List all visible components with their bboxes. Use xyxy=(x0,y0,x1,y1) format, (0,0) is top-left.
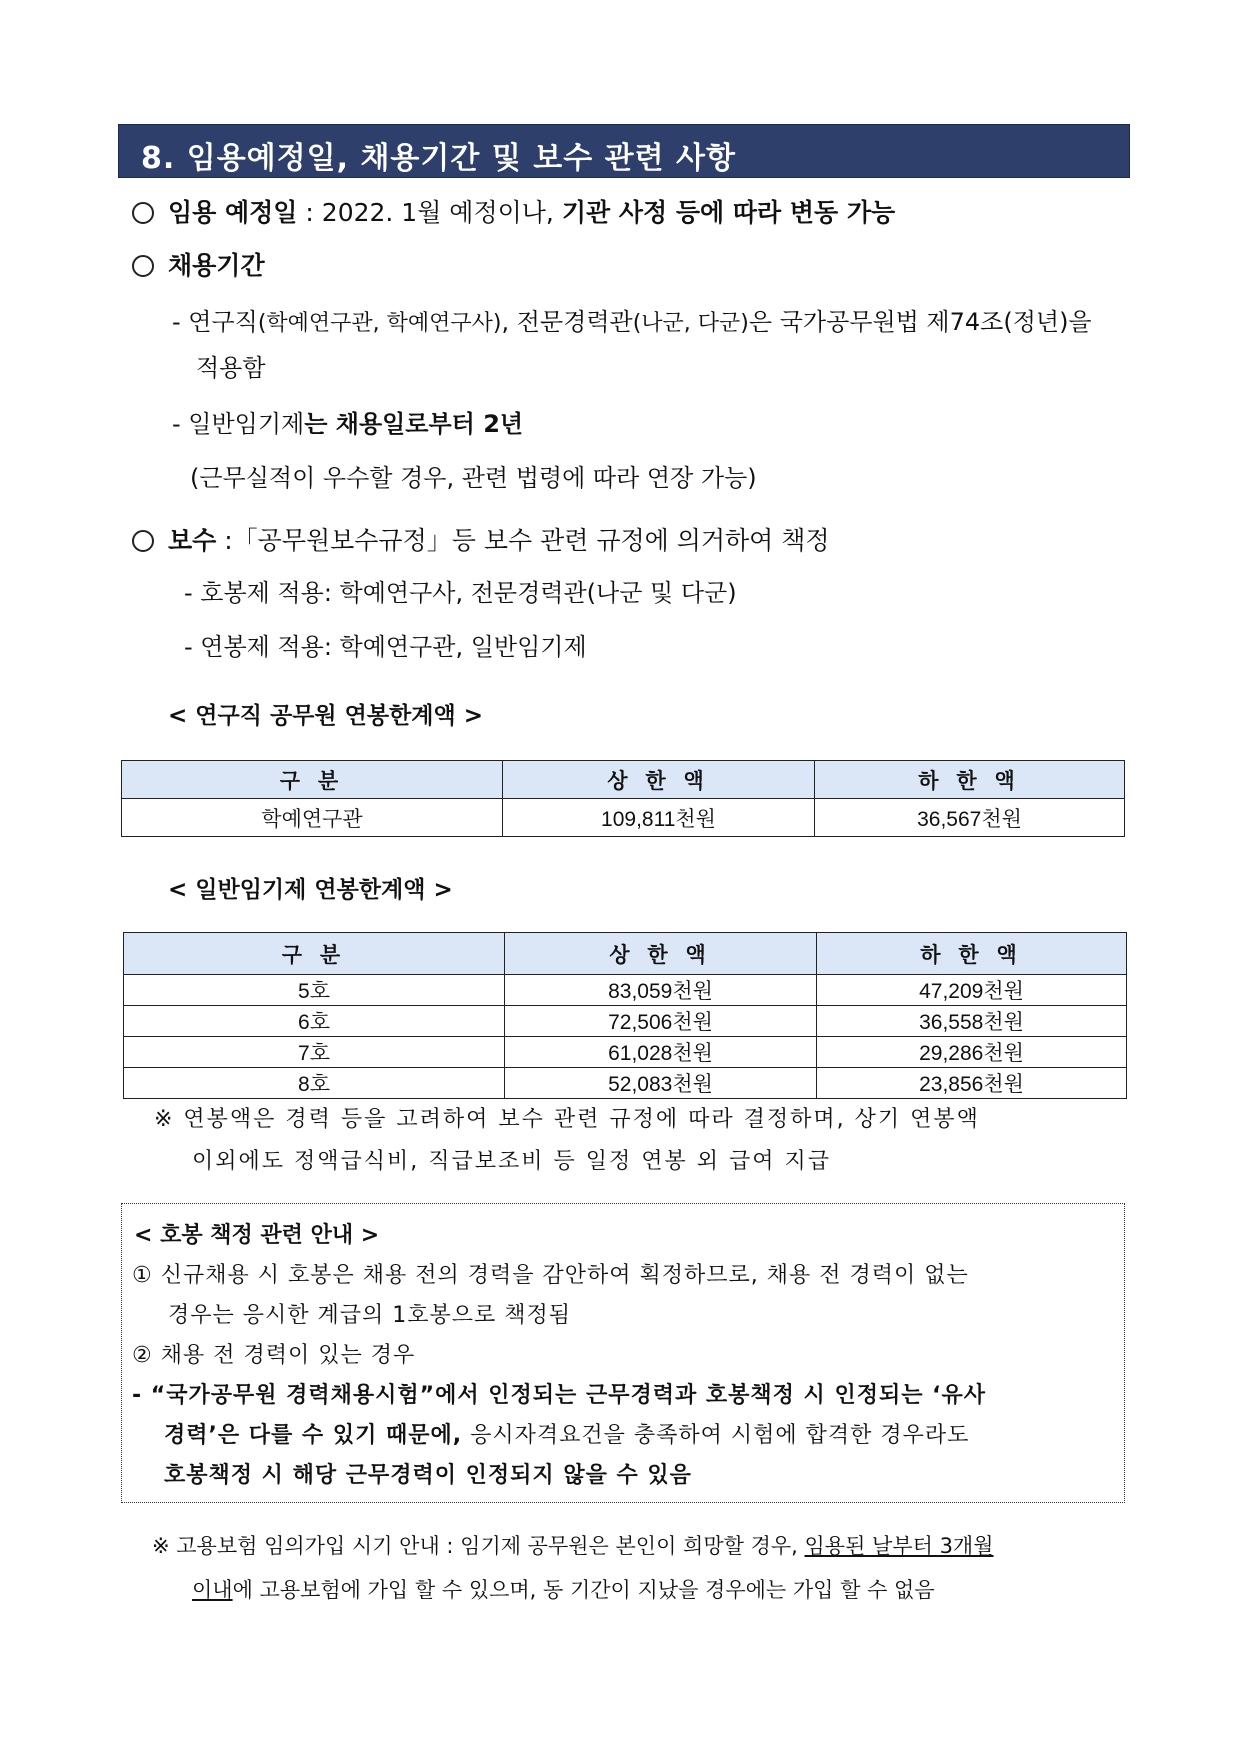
note2-line2-text: 에 고용보험에 가입 할 수 있으며, 동 기간이 지났을 경우에는 가입 할 수 없음 xyxy=(232,1578,935,1602)
table2-cell: 61,028천원 xyxy=(505,1037,817,1068)
table2-header: 상 한 액 xyxy=(505,933,817,975)
table2-cell: 52,083천원 xyxy=(505,1068,817,1099)
employment-item1-a: - 연구직 xyxy=(172,308,258,336)
table1-cell: 학예연구관 xyxy=(122,799,503,837)
pay-sub2: - 연봉제 적용: 학예연구관, 일반임기제 xyxy=(184,633,587,661)
guide-dash-line2 xyxy=(164,1420,969,1452)
table1-header: 상 한 액 xyxy=(503,761,815,799)
circle-bullet-icon xyxy=(132,530,154,552)
employment-item1-cont: 적용함 xyxy=(196,354,266,382)
pay-sub1: - 호봉제 적용: 학예연구사, 전문경력관(나군 및 다군) xyxy=(184,579,737,607)
employment-item2 xyxy=(172,408,523,440)
employment-item1-b: (학예연구관, 학예연구사) xyxy=(257,311,502,336)
employment-item1-e: 은 국가공무원법 제74조(정년)을 xyxy=(748,308,1092,336)
guide-item2: ② 채용 전 경력이 있는 경우 xyxy=(132,1343,416,1368)
table2-cell: 7호 xyxy=(124,1037,505,1068)
note2-line2-underline: 이내 xyxy=(192,1578,233,1602)
table1-header: 하 한 액 xyxy=(815,761,1125,799)
table2-header: 하 한 액 xyxy=(817,933,1127,975)
table1-cell: 36,567천원 xyxy=(815,799,1125,837)
table2-header-row xyxy=(124,933,1127,975)
guide-item1-line2: 경우는 응시한 계급의 1호봉으로 책정됨 xyxy=(168,1303,572,1328)
table2-cell: 83,059천원 xyxy=(505,975,817,1006)
employment-heading xyxy=(132,250,265,282)
table-row xyxy=(124,1006,1127,1037)
table-row xyxy=(124,1068,1127,1099)
note2-line1-underline: 임용된 날부터 3개월 xyxy=(804,1534,994,1558)
section-title: 8. 임용예정일, 채용기간 및 보수 관련 사항 xyxy=(141,141,737,176)
table1-caption: < 연구직 공무원 연봉한계액 > xyxy=(168,703,483,729)
employment-item1-d: (나군, 다군) xyxy=(632,311,749,336)
employment-item2-note: (근무실적이 우수할 경우, 관련 법령에 따라 연장 가능) xyxy=(190,464,757,492)
employment-item2-a: - 일반임기제 xyxy=(172,410,305,438)
table2 xyxy=(123,932,1127,1099)
note2-line1-text: ※ 고용보험 임의가입 시기 안내 : 임기제 공무원은 본인이 희망할 경우, xyxy=(152,1534,805,1558)
note2-line2 xyxy=(192,1574,935,1606)
appointment-label: 임용 예정일 xyxy=(168,198,298,227)
table1-cell: 109,811천원 xyxy=(503,799,815,837)
employment-item1 xyxy=(172,306,1092,340)
guide-title: < 호봉 책정 관련 안내 > xyxy=(134,1223,380,1248)
pay-text: :「공무원보수규정」등 보수 관련 규정에 의거하여 책정 xyxy=(216,526,830,555)
table2-cell: 5호 xyxy=(124,975,505,1006)
table2-cell: 6호 xyxy=(124,1006,505,1037)
table2-cell: 36,558천원 xyxy=(817,1006,1127,1037)
pay-heading xyxy=(132,525,830,557)
guide-dash-line1: - “국가공무원 경력채용시험”에서 인정되는 근무경력과 호봉책정 시 인정되는 ‘유사 xyxy=(132,1383,986,1408)
table2-cell: 8호 xyxy=(124,1068,505,1099)
employment-label: 채용기간 xyxy=(168,251,265,280)
table2-header: 구 분 xyxy=(124,933,505,975)
guide-dash-line3: 호봉책정 시 해당 근무경력이 인정되지 않을 수 있음 xyxy=(164,1463,692,1488)
table1-header-row xyxy=(122,761,1125,799)
note1-line1: ※ 연봉액은 경력 등을 고려하여 보수 관련 규정에 따라 결정하며, 상기 연봉액 xyxy=(154,1107,980,1132)
employment-item2-b: 는 채용일로부터 2년 xyxy=(304,410,524,438)
appointment-text: : 2022. 1월 예정이나, xyxy=(297,198,562,227)
appointment-line xyxy=(132,197,895,229)
guide-item1-line1: ① 신규채용 시 호봉은 채용 전의 경력을 감안하여 획정하므로, 채용 전 경력이 없는 xyxy=(132,1263,969,1288)
circle-bullet-icon xyxy=(132,202,154,224)
table2-cell: 72,506천원 xyxy=(505,1006,817,1037)
section-title-bar xyxy=(118,124,1130,178)
guide-dash-line2-rest: 응시자격요건을 충족하여 시험에 합격한 경우라도 xyxy=(462,1423,970,1448)
table2-caption: < 일반임기제 연봉한계액 > xyxy=(168,877,453,903)
employment-item1-c: , 전문경력관 xyxy=(501,308,633,336)
table2-cell: 47,209천원 xyxy=(817,975,1127,1006)
guide-dash-line2-bold: 경력’은 다를 수 있기 때문에, xyxy=(164,1423,463,1448)
table-row xyxy=(122,799,1125,837)
appointment-bold: 기관 사정 등에 따라 변동 가능 xyxy=(561,198,896,227)
note2-line1 xyxy=(152,1530,994,1562)
table2-cell: 29,286천원 xyxy=(817,1037,1127,1068)
table-row xyxy=(124,975,1127,1006)
table-row xyxy=(124,1037,1127,1068)
table2-cell: 23,856천원 xyxy=(817,1068,1127,1099)
table1 xyxy=(121,760,1125,837)
table1-header: 구 분 xyxy=(122,761,503,799)
pay-label: 보수 xyxy=(168,526,217,555)
note1-line2: 이외에도 정액급식비, 직급보조비 등 일정 연봉 외 급여 지급 xyxy=(192,1149,831,1174)
circle-bullet-icon xyxy=(132,255,154,277)
